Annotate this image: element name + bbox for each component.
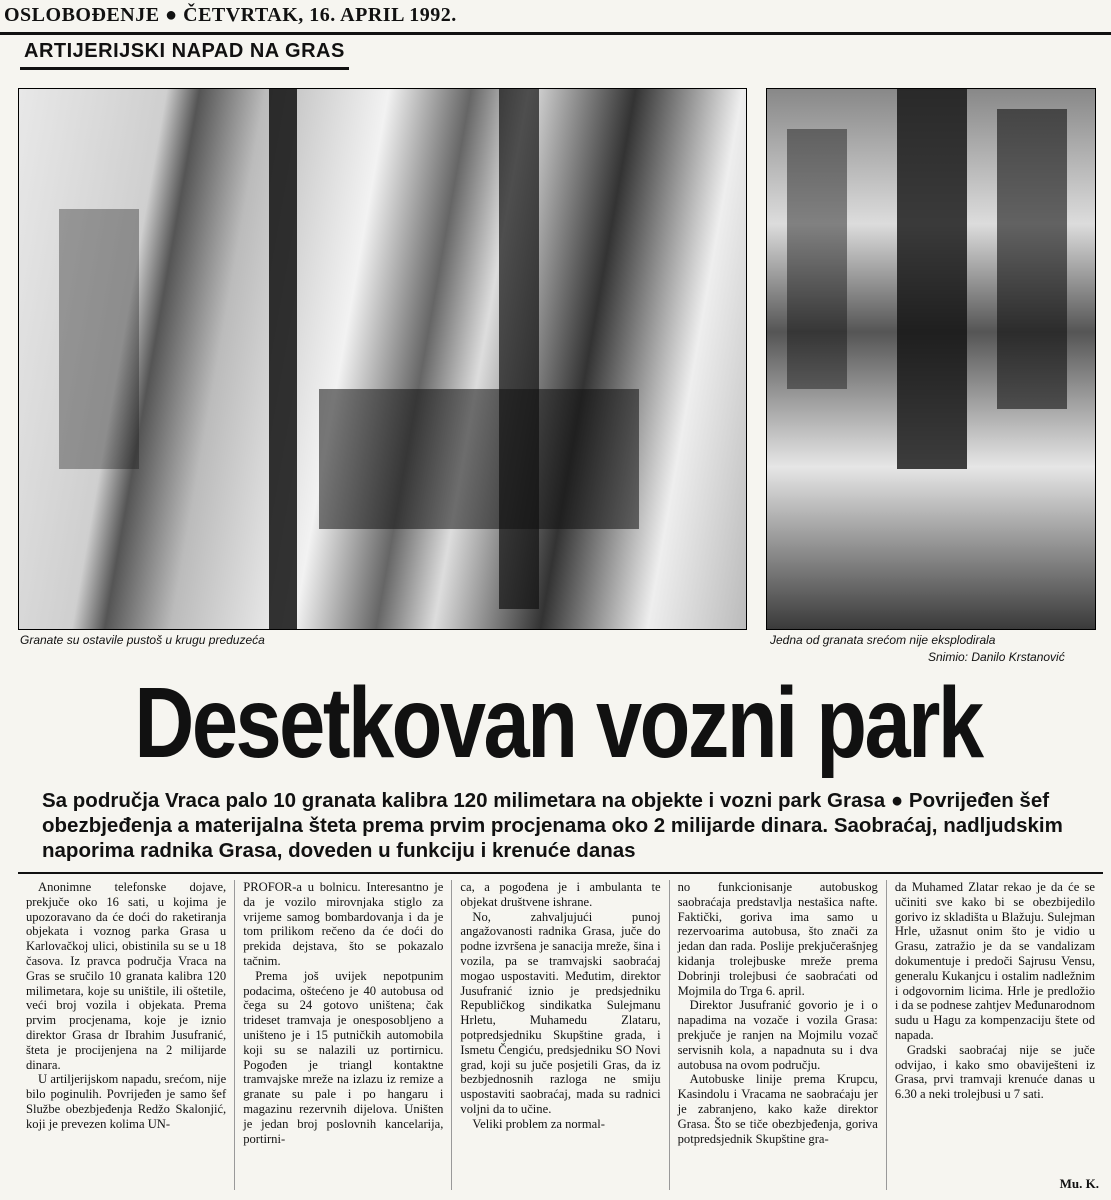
paragraph: Anonimne telefonske dojave, prekjuče oko 16 sati, u kojima je upozoravano da će doći do raketiranja objekata i voznog parka Grasa u Karlovačkoj ulici, obistinila su se u 18 časova. Iz pravca područja Vraca na Gras se sručilo 10 granata kalibra 120 milimetara, koje su uništile, ili oštetile, veći broj vozila i objekata. Prema prvim procjenama, koje je iznio direktor Grasa dr Ibrahim Jusufranić, šteta je procijenjena na 2 milijarde dinara.	[26, 880, 227, 1072]
photo-credit: Snimio: Danilo Krstanović	[928, 650, 1065, 664]
paragraph: No, zahvaljujući punoj angažovanosti radnika Grasa, juče do podne izvršena je sanacija mreže, šina i vozila, pa se tramvajski saobraćaj mogao uspostaviti. Međutim, direktor Jusufranić iznio je predsjedniku Republičkog sindikatka Sulejmanu Hrletu, Muhamedu Zlataru, potpredsjedniku Skupštine grada, i Ismetu Čengiću, predsjedniku SO Novi grad, koji su juče posjetili Gras, da iz bezbjednosnih razloga ne smiju uspostaviti saobraćaj, mada su radnici voljni da to učine.	[460, 909, 661, 1116]
photo-caption-right: Jedna od granata srećom nije eksplodirala	[770, 633, 996, 647]
article-body	[18, 880, 1103, 1190]
section-rubric: ARTIJERIJSKI NAPAD NA GRAS	[20, 38, 349, 70]
paragraph: PROFOR-a u bolnicu. Interesantno je da je vozilo mirovnjaka stiglo za vrijeme samog bombardovanja i da je tom prilikom rečeno da će doći do prekida dejstava, što se pokazalo tačnim.	[243, 880, 444, 968]
paragraph: ca, a pogođena je i ambulanta te objekat društvene ishrane.	[460, 880, 661, 909]
paragraph: Direktor Jusufranić govorio je i o napadima na vozače i vozila Grasa: prekjuče je ranjen na Mojmilu vozač servisnih kola, a napadnuta su i dva autobusa na ovom području.	[677, 998, 878, 1072]
headline: Desetkovan vozni park	[134, 667, 982, 779]
author-signature: Mu. K.	[1059, 1176, 1099, 1191]
paragraph: Autobuske linije prema Krupcu, Kasindolu i Vracama ne saobraćaju jer je zabranjeno, kako kaže direktor Grasa. Što se tiče obezbjeđenja, goriva potpredsjednik Skupštine gra-	[677, 1072, 878, 1146]
photo-damaged-tram	[18, 88, 747, 630]
article-column-4	[669, 880, 886, 1190]
article-column-2	[234, 880, 451, 1190]
paragraph: U artiljerijskom napadu, srećom, nije bilo poginulih. Povrijeđen je samo šef Službe obezbjeđenja Redžo Skalonjić, koji je prevezen kolima UN-	[26, 1072, 227, 1131]
paragraph: Gradski saobraćaj nije se juče odvijao, i kako smo obaviješteni iz Grasa, prvi tramvaji krenuće danas u 6.30 a neki trolejbusi u 7 sati.	[894, 1042, 1096, 1102]
divider	[18, 872, 1103, 874]
deck-subheadline: Sa područja Vraca palo 10 granata kalibra 120 milimetara na objekte i vozni park Grasa ● Povrijeđen šef obezbjeđenja a materijalna šteta prema prvim procjenama oko 2 milijarde dinara. Saobraćaj, nadljudskim naporima radnika Grasa, doveden u funkciju i krenuće danas	[42, 789, 1063, 862]
masthead-text: OSLOBOĐENJE ● ČETVRTAK, 16. APRIL 1992.	[4, 4, 457, 26]
masthead	[0, 0, 1111, 35]
paragraph: no funkcionisanje autobuskog saobraćaja predstavlja nestašica nafte. Faktički, goriva ima samo u rezervoarima autobusa, što znači za jedan dan rada. Poslije prekjučerašnjeg kidanja trolejbuske mreže prema Dobrinji trolejbusi će saobraćati od Mojmila do Trga 6. april.	[677, 880, 878, 998]
paragraph: Prema još uvijek nepotpunim podacima, oštećeno je 40 autobusa od čega su 24 gotovo uništena; čak trideset tramvaja je onesposobljeno a uništeno je i 15 putničkih automobila koji su se nalazili uz portirnicu. Pogođen je triangl kontaktne tramvajske mreže na izlazu iz remize a granate su pale i po hangaru i magazinu rezervnih dijelova. Uništen je jedan broj poslovnih kancelarija, portirni-	[243, 968, 444, 1146]
article-column-3	[451, 880, 668, 1190]
photo-unexploded-shell	[766, 88, 1096, 630]
photo-caption-left: Granate su ostavile pustoš u krugu preduzeća	[20, 633, 265, 647]
article-column-5	[886, 880, 1103, 1190]
paragraph: da Muhamed Zlatar rekao je da će se učiniti sve kako bi se obezbijedilo gorivo iz skladišta u Blažuju. Sulejman Hrle, užasnut onim što je vidio u Grasu, zatražio je da se vandalizam dokumentuje i predoči Sajrusu Vensu, generalu Kukanjcu i ostalim nadležnim i odgovornim licima. Hrle je predložio i da se podnese zahtjev Međunarodnom sudu u Hagu za kompenzaciju štete od napada.	[894, 880, 1096, 1042]
paragraph: Veliki problem za normal-	[472, 1116, 605, 1131]
article-column-1	[18, 880, 234, 1190]
